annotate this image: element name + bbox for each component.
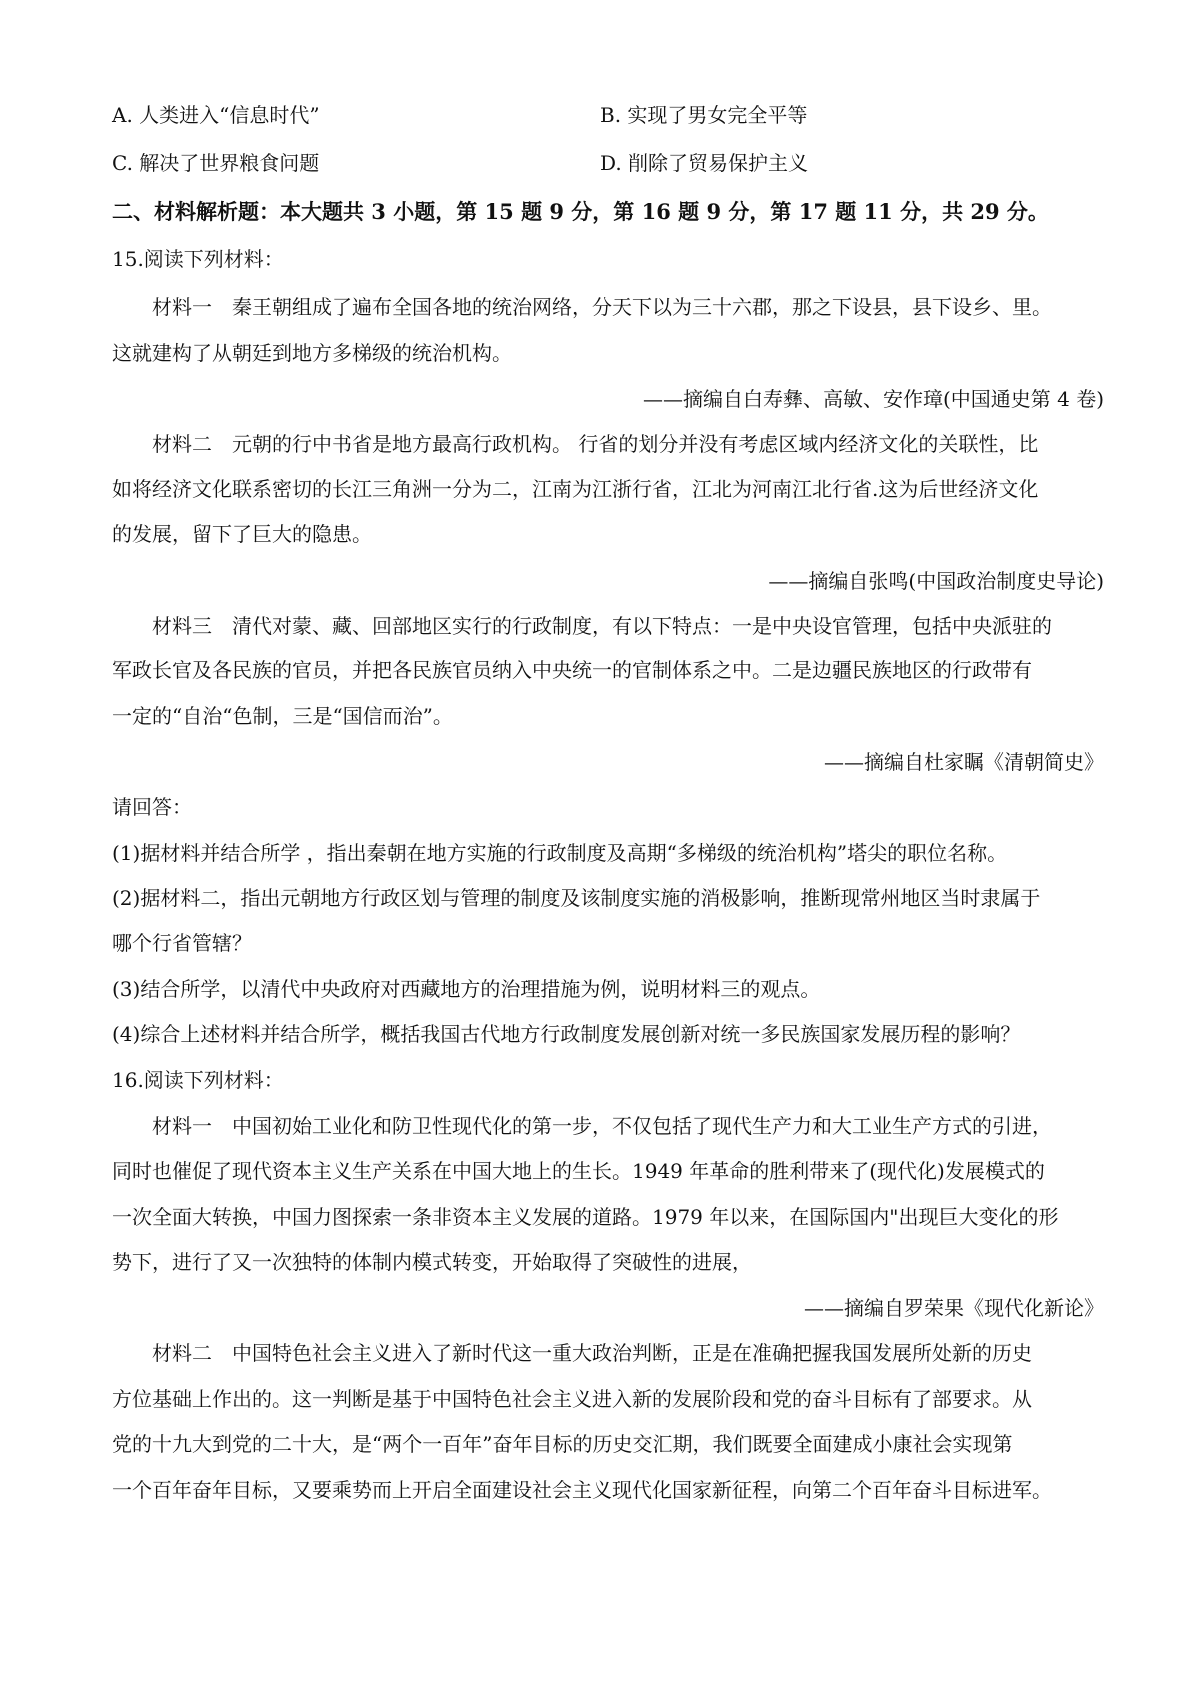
q15-prompt: 请回答： xyxy=(112,795,192,819)
option-b: B. 实现了男女完全平等 xyxy=(600,103,808,127)
option-c: C. 解决了世界粮食问题 xyxy=(112,151,320,175)
option-a: A. 人类进入“信息时代” xyxy=(112,103,320,127)
q15-material-3-line-2: 军政长官及各民族的官员，并把各民族官员纳入中央统一的官制体系之中。二是边疆民族地区的行政带有 xyxy=(112,658,1032,682)
question-16-title: 16.阅读下列材料： xyxy=(112,1068,284,1092)
q15-sub-2-line-1: (2)据材料二，指出元朝地方行政区划与管理的制度及该制度实施的消极影响，推断现常州地区当时隶属于 xyxy=(112,886,1041,910)
q15-sub-3: (3)结合所学，以清代中央政府对西藏地方的治理措施为例，说明材料三的观点。 xyxy=(112,977,821,1001)
q15-material-1-line-2: 这就建构了从朝廷到地方多梯级的统治机构。 xyxy=(112,341,512,365)
q15-material-2-line-1: 材料二 元朝的行中书省是地方最高行政机构。 行省的划分并没有考虑区域内经济文化的关联性，比 xyxy=(152,432,1039,456)
q15-sub-1: (1)据材料并结合所学 ，指出秦朝在地方实施的行政制度及高期“多梯级的统治机构”塔尖的职位名称。 xyxy=(112,841,1008,865)
q16-material-1-line-3: 一次全面大转换，中国力图探索一条非资本主义发展的道路。1979 年以来，在国际国内"出现巨大变化的形 xyxy=(112,1205,1059,1229)
q15-material-2-line-2: 如将经济文化联系密切的长江三角洲一分为二，江南为江浙行省，江北为河南江北行省.这为后世经济文化 xyxy=(112,477,1039,501)
q15-material-1-line-1: 材料一 秦王朝组成了遍布全国各地的统治网络，分天下以为三十六郡，那之下设县，县下设乡、里。 xyxy=(152,295,1052,319)
q15-material-3-line-3: 一定的“自治“色制，三是“国信而治”。 xyxy=(112,704,453,728)
q15-sub-4: (4)综合上述材料并结合所学，概括我国古代地方行政制度发展创新对统一多民族国家发展历程的影响？ xyxy=(112,1022,1021,1046)
q16-material-2-line-2: 方位基础上作出的。这一判断是基于中国特色社会主义进入新的发展阶段和党的奋斗目标有了部要求。从 xyxy=(112,1387,1032,1411)
section-heading: 二、材料解析题：本大题共 3 小题，第 15 题 9 分，第 16 题 9 分，第 17 题 11 分，共 29 分。 xyxy=(112,199,1049,224)
q16-material-2-line-4: 一个百年奋年目标，又要乘势而上开启全面建设社会主义现代化国家新征程，向第二个百年奋斗目标进军。 xyxy=(112,1478,1052,1502)
q16-material-2-line-1: 材料二 中国特色社会主义进入了新时代这一重大政治判断，正是在准确把握我国发展所处新的历史 xyxy=(152,1341,1032,1365)
q16-material-2-line-3: 党的十九大到党的二十大，是“两个一百年”奋年目标的历史交汇期，我们既要全面建成小康社会实现第 xyxy=(112,1432,1013,1456)
option-d: D. 削除了贸易保护主义 xyxy=(600,151,809,175)
q16-material-1-line-2: 同时也催促了现代资本主义生产关系在中国大地上的生长。1949 年革命的胜利带来了(现代化)发展模式的 xyxy=(112,1159,1045,1183)
q15-source-2: ——摘编自张鸣(中国政治制度史导论) xyxy=(768,569,1104,593)
q15-sub-2-line-2: 哪个行省管辖？ xyxy=(112,931,252,955)
q15-source-3: ——摘编自杜家瞩《清朝简史》 xyxy=(824,750,1104,774)
q15-material-3-line-1: 材料三 清代对蒙、藏、回部地区实行的行政制度，有以下特点：一是中央设官管理，包括中央派驻的 xyxy=(152,614,1052,638)
q15-source-1: ——摘编自白寿彝、高敏、安作璋(中国通史第 4 卷) xyxy=(642,387,1104,411)
q16-material-1-line-4: 势下，进行了又一次独特的体制内模式转变，开始取得了突破性的进展， xyxy=(112,1250,752,1274)
q16-material-1-line-1: 材料一 中国初始工业化和防卫性现代化的第一步，不仅包括了现代生产力和大工业生产方式的引进， xyxy=(152,1114,1052,1138)
question-15-title: 15.阅读下列材料： xyxy=(112,247,284,271)
q15-material-2-line-3: 的发展，留下了巨大的隐患。 xyxy=(112,522,372,546)
q16-source-1: ——摘编自罗荣果《现代化新论》 xyxy=(804,1296,1104,1320)
